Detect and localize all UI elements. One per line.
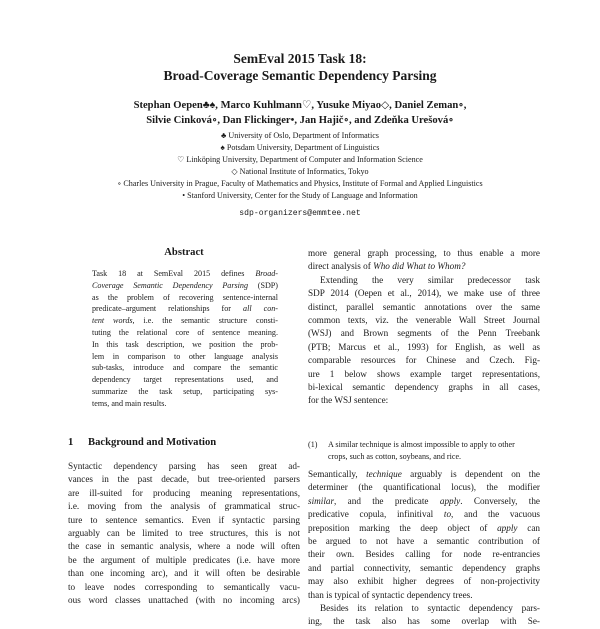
abstract-heading: Abstract <box>164 247 204 258</box>
affiliation-nii-tokyo: ◇ National Institute of Informatics, Tokyo <box>231 167 369 176</box>
author-list-line-2: Silvie Cinková∘, Dan Flickinger•, Jan Hajič∘, and Zdeňka Urešová∘ <box>146 115 454 126</box>
abstract-body <box>92 268 278 411</box>
section-1-body <box>68 460 300 607</box>
right-column-body-continued <box>308 468 540 629</box>
body-line: be the argument of multiple predicates (i.e. have more <box>68 554 300 565</box>
abstract-line: lem in comparison to other language analysis <box>92 351 278 361</box>
body-line: to leave nodes corresponding to semantically vacu- <box>68 581 300 592</box>
body-line: Semantically, technique arguably is dependent on the <box>308 469 540 479</box>
body-line: (WSJ) and Brown segments of the Penn Treebank <box>308 328 540 339</box>
body-line: than is typical of syntactic dependency trees. <box>308 589 473 600</box>
body-line: the case in semantic analysis, where a node will often <box>68 541 300 552</box>
affiliation-charles-university: ∘ Charles University in Prague, Faculty of Mathematics and Physics, Institute of Formal and Applied Linguistics <box>117 179 483 188</box>
body-line: ing, the task also has some overlap with Se- <box>308 616 540 627</box>
section-title: Background and Motivation <box>88 437 217 448</box>
example-sentence <box>308 439 540 462</box>
body-line: (PTB; Marcus et al., 1993) for English, as well as <box>308 341 540 352</box>
affiliation-linkoping: ♡ Linköping University, Department of Computer and Information Science <box>177 155 423 164</box>
body-line: bi-lexical semantic dependency graphs in all cases, <box>308 381 540 392</box>
body-line: ure 1 below shows example target representations, <box>308 368 540 379</box>
abstract-line: sub-tasks, introduce and compare the semantic <box>92 363 278 373</box>
abstract-line: tent words, i.e. the semantic structure consti- <box>92 316 279 326</box>
body-line: are ill-suited for producing meaning representations, <box>68 487 300 498</box>
body-line: i.e. moving from the analysis of grammatical struc- <box>68 501 300 512</box>
body-line: Besides its relation to syntactic dependency pars- <box>320 602 540 613</box>
body-line: more general graph processing, to thus enable a more <box>308 248 540 258</box>
abstract-line: tems, and main results. <box>92 398 167 408</box>
example-line: crops, such as cotton, soybeans, and rice. <box>328 451 462 461</box>
section-heading <box>68 436 216 450</box>
body-line: for the WSJ sentence: <box>308 395 389 406</box>
body-line: Syntactic dependency parsing has seen great ad- <box>68 461 300 471</box>
abstract-line: tuting the relational core of sentence meaning. <box>92 327 278 337</box>
example-line: A similar technique is almost impossible to apply to other <box>328 440 515 449</box>
section-number: 1 <box>68 437 74 448</box>
body-line: SDP 2014 (Oepen et al., 2014), we make use of three <box>308 288 540 299</box>
contact-email[interactable]: sdp-organizers@emmtee.net <box>239 209 361 218</box>
example-number: (1) <box>308 440 318 449</box>
abstract-line: dependency target representations used, and <box>92 375 278 385</box>
body-line: vances in the past decade, but tree-oriented parsers <box>68 474 300 485</box>
author-list-line-1: Stephan Oepen♣♠, Marco Kuhlmann♡, Yusuke Miyao◇, Daniel Zeman∘, <box>133 100 467 111</box>
body-line: and partial connectivity, semantic dependency graphs <box>308 562 540 573</box>
right-column-body <box>308 247 540 408</box>
body-line: be argued to not have a semantic contribution of <box>308 535 540 546</box>
body-line: arguably can be limited to tree structures, this is not <box>68 527 300 538</box>
body-line: similar, and the predicate apply. Conversely, the <box>308 495 540 506</box>
body-line: preposition marking the deep object of apply can <box>308 522 540 533</box>
abstract-line: Coverage Semantic Dependency Parsing (SDP) <box>92 280 278 290</box>
body-line: comparable resources for Chinese and Czech. Fig- <box>308 355 540 366</box>
body-line: common texts, viz. the venerable Wall Street Journal <box>308 314 540 325</box>
affiliation-potsdam: ♠ Potsdam University, Department of Linguistics <box>220 143 380 152</box>
body-line: ture to sentence semantics. Even if syntactic parsing <box>68 514 300 525</box>
body-line: determiner (the quantificational locus), the modifier <box>308 482 540 493</box>
affiliation-oslo: ♣ University of Oslo, Department of Informatics <box>221 131 379 140</box>
body-line: ous word classes unattached (with no incoming arcs) <box>68 594 300 605</box>
paper-title-line-1: SemEval 2015 Task 18: <box>233 51 367 66</box>
affiliation-stanford: • Stanford University, Center for the Study of Language and Information <box>182 191 418 200</box>
abstract-line: In this task description, we position the prob- <box>92 339 278 349</box>
body-line: predicative copula, infinitival to, and the vacuous <box>308 509 540 520</box>
body-line: direct analysis of Who did What to Whom? <box>308 261 466 272</box>
abstract-line: summarize the task setup, participating sys- <box>92 386 278 396</box>
body-line: distinct, parallel semantic annotations over the same <box>308 301 540 312</box>
paper-title-line-2: Broad-Coverage Semantic Dependency Parsing <box>163 68 437 83</box>
body-line: than one incoming arc), and it will often be desirable <box>68 568 300 579</box>
body-line: their own. Besides calling for node re-entrancies <box>308 549 540 560</box>
body-line: Extending the very similar predecessor task <box>320 274 540 285</box>
abstract-line: Task 18 at SemEval 2015 defines Broad- <box>92 269 278 278</box>
abstract-line: predicate–argument relationships for all con- <box>92 304 278 314</box>
abstract-line: as the problem of recovering sentence-internal <box>92 292 278 302</box>
body-line: may also exhibit higher degrees of non-projectivity <box>308 576 540 587</box>
